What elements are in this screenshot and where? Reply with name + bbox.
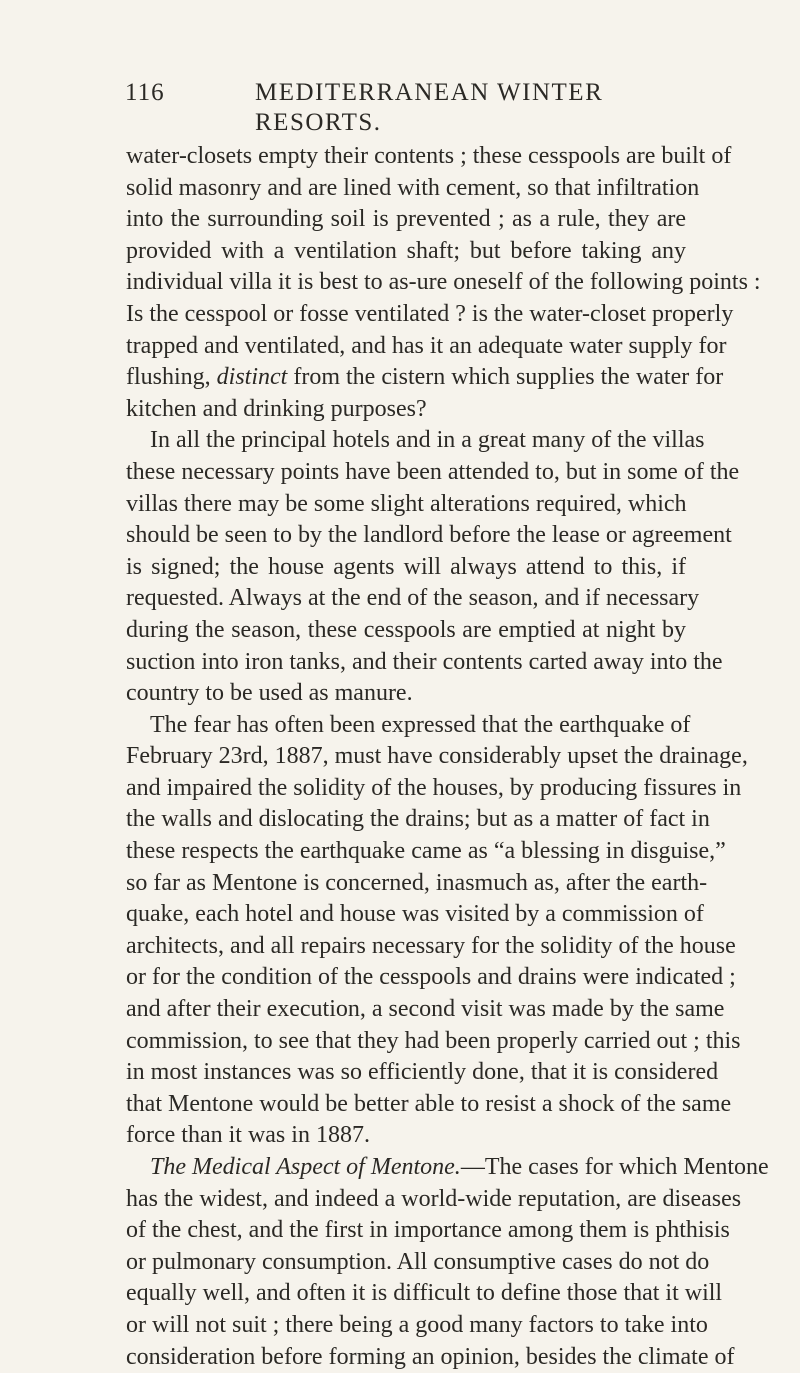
text-line: that Mentone would be better able to resist a shock of the same (126, 1090, 732, 1117)
text-line: or pulmonary consumption. All consumptive cases do not do (126, 1248, 710, 1275)
text-line: individual villa it is best to as-ure oneself of the following points : (126, 269, 761, 296)
text-line: and after their execution, a second visit was made by the same (126, 996, 725, 1023)
text-line: water-closets empty their contents ; these cesspools are built of (126, 143, 732, 169)
text-line: these necessary points have been attended to, but in some of the (126, 458, 740, 485)
text-line: suction into iron tanks, and their contents carted away into the (126, 648, 723, 675)
italic-emphasis: distinct (216, 364, 288, 391)
text-line: in most instances was so efficiently done, that it is considered (126, 1059, 719, 1086)
text-line: force than it was in 1887. (126, 1122, 370, 1149)
text-line: during the season, these cesspools are emptied at night by (126, 616, 686, 643)
text-line: equally well, and often it is difficult to define those that it will (126, 1280, 723, 1307)
text-line: quake, each hotel and house was visited by a commission of (126, 901, 704, 928)
text-line: has the widest, and indeed a world-wide reputation, are diseases (126, 1185, 742, 1212)
text-line: these respects the earthquake came as “a blessing in disguise,” (126, 838, 726, 865)
text-line: The fear has often been expressed that the earthquake of (150, 711, 691, 738)
text-line: consideration before forming an opinion, besides the climate of (126, 1343, 735, 1370)
text-line: into the surrounding soil is prevented ; as a rule, they are (126, 206, 686, 233)
text-line: or will not suit ; there being a good many factors to take into (126, 1311, 708, 1338)
running-title: MEDITERRANEAN WINTER RESORTS. (255, 79, 604, 136)
body-text (126, 141, 769, 1373)
text-line: provided with a ventilation shaft; but before taking any (126, 237, 686, 264)
text-line: the walls and dislocating the drains; but as a matter of fact in (126, 806, 710, 833)
text-line (126, 1152, 769, 1184)
text-line: is signed; the house agents will always attend to this, if (126, 553, 686, 580)
text-line: February 23rd, 1887, must have considerably upset the drainage, (126, 743, 748, 770)
text-line: of the chest, and the first in importance among them is phthisis (126, 1217, 730, 1244)
text-line: should be seen to by the landlord before the lease or agreement (126, 522, 732, 549)
text-line: trapped and ventilated, and has it an adequate water supply for (126, 332, 727, 359)
page-number: 116 (125, 79, 165, 106)
text-line: commission, to see that they had been properly carried out ; this (126, 1027, 741, 1054)
text-line: Is the cesspool or fosse ventilated ? is the water-closet properly (126, 300, 734, 327)
text-line: villas there may be some slight alterations required, which (126, 490, 687, 517)
text-line: In all the principal hotels and in a great many of the villas (150, 427, 705, 454)
text-line: so far as Mentone is concerned, inasmuch as, after the earth- (126, 869, 708, 896)
text-line: requested. Always at the end of the season, and if necessary (126, 585, 700, 612)
section-heading: The Medical Aspect of Mentone. (150, 1154, 461, 1180)
text-line: country to be used as manure. (126, 680, 413, 707)
text-line: and impaired the solidity of the houses, by producing fissures in (126, 774, 742, 801)
text-segment: from the cistern which supplies the water for (293, 364, 724, 391)
text-line (126, 362, 724, 394)
text-segment: flushing, (126, 364, 211, 391)
text-line: kitchen and drinking purposes? (126, 395, 427, 422)
text-segment: —The cases for which Mentone (460, 1154, 769, 1180)
text-line: solid masonry and are lined with cement, so that infiltration (126, 174, 700, 201)
text-line: or for the condition of the cesspools and drains were indicated ; (126, 964, 736, 991)
text-line: architects, and all repairs necessary for the solidity of the house (126, 932, 736, 959)
